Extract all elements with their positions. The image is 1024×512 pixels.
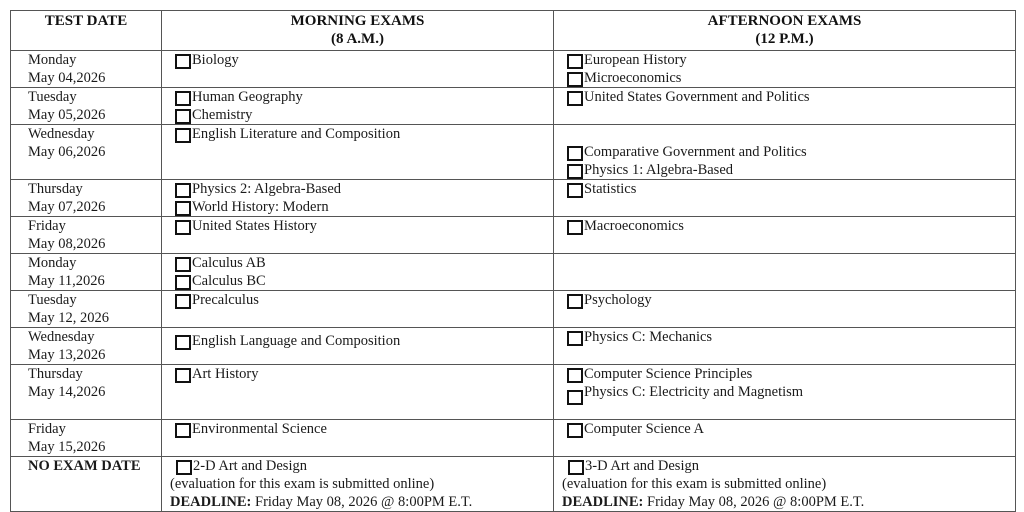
morning-exams-cell — [162, 420, 554, 457]
schedule-row — [11, 420, 1016, 457]
afternoon-exams-cell — [554, 365, 1016, 420]
exam-label: United States Government and Politics — [584, 89, 810, 105]
exam-label: Biology — [192, 52, 239, 68]
exam-item[interactable] — [175, 291, 553, 309]
exam-item[interactable] — [567, 51, 1015, 69]
afternoon-exams-cell — [554, 420, 1016, 457]
checkbox-icon[interactable] — [567, 91, 583, 106]
date-cell — [11, 365, 162, 420]
exam-note: (evaluation for this exam is submitted online) — [562, 476, 827, 492]
checkbox-icon[interactable] — [175, 368, 191, 383]
checkbox-icon[interactable] — [176, 460, 192, 475]
checkbox-icon[interactable] — [175, 423, 191, 438]
afternoon-header-title: AFTERNOON EXAMS — [707, 13, 862, 29]
exam-label: Precalculus — [192, 292, 259, 308]
afternoon-header-time: (12 P.M.) — [755, 31, 814, 47]
exam-label: Physics 2: Algebra-Based — [192, 181, 342, 197]
morning-exams-cell — [162, 88, 554, 125]
date-cell — [11, 291, 162, 328]
checkbox-icon[interactable] — [175, 335, 191, 350]
day-label: Wednesday — [28, 329, 95, 345]
afternoon-exams-cell — [554, 88, 1016, 125]
checkbox-icon[interactable] — [175, 257, 191, 272]
morning-header — [162, 11, 554, 51]
morning-exams-cell — [162, 291, 554, 328]
deadline-line — [170, 493, 553, 511]
day-label: Thursday — [28, 181, 83, 197]
exam-item[interactable] — [567, 143, 1015, 161]
exam-item[interactable] — [175, 106, 553, 124]
deadline-line — [562, 493, 1015, 511]
afternoon-exams-cell — [554, 328, 1016, 365]
date-cell — [11, 217, 162, 254]
exam-label: Macroeconomics — [584, 218, 684, 234]
exam-label: 3-D Art and Design — [585, 458, 699, 474]
checkbox-icon[interactable] — [567, 72, 583, 87]
checkbox-icon[interactable] — [175, 201, 191, 216]
checkbox-icon[interactable] — [567, 294, 583, 309]
date-cell — [11, 51, 162, 88]
schedule-row — [11, 51, 1016, 88]
deadline-label: DEADLINE: — [170, 494, 252, 510]
no-exam-afternoon-cell — [554, 457, 1016, 512]
exam-item[interactable] — [176, 457, 553, 475]
test-date-header-label: TEST DATE — [44, 13, 128, 29]
exam-schedule-sheet — [10, 10, 1015, 510]
exam-label: Calculus BC — [192, 273, 266, 289]
morning-exams-cell — [162, 180, 554, 217]
exam-label: Human Geography — [192, 89, 303, 105]
day-label: Friday — [28, 218, 66, 234]
no-exam-row — [11, 457, 1016, 512]
date-label: May 04,2026 — [28, 70, 106, 86]
test-date-header — [11, 11, 162, 51]
day-label: Friday — [28, 421, 66, 437]
day-label: Tuesday — [28, 292, 77, 308]
date-label: May 15,2026 — [28, 439, 106, 455]
afternoon-exams-cell — [554, 291, 1016, 328]
exam-label: Physics C: Mechanics — [584, 329, 713, 345]
day-label: Tuesday — [28, 89, 77, 105]
exam-label: 2-D Art and Design — [193, 458, 307, 474]
checkbox-icon[interactable] — [175, 54, 191, 69]
checkbox-icon[interactable] — [567, 331, 583, 346]
checkbox-icon[interactable] — [175, 109, 191, 124]
schedule-row — [11, 328, 1016, 365]
afternoon-exams-cell — [554, 254, 1016, 291]
checkbox-icon[interactable] — [175, 294, 191, 309]
exam-item[interactable] — [175, 365, 553, 383]
exam-item[interactable] — [567, 88, 1015, 106]
afternoon-exams-cell — [554, 125, 1016, 180]
exam-item[interactable] — [567, 383, 1015, 405]
exam-note: (evaluation for this exam is submitted online) — [170, 476, 435, 492]
day-label: Wednesday — [28, 126, 95, 142]
checkbox-icon[interactable] — [567, 183, 583, 198]
exam-item[interactable] — [568, 457, 1015, 475]
day-label: Thursday — [28, 366, 83, 382]
afternoon-exams-cell — [554, 180, 1016, 217]
checkbox-icon[interactable] — [567, 164, 583, 179]
exam-item[interactable] — [175, 125, 553, 143]
day-label: Monday — [28, 52, 77, 68]
morning-exams-cell — [162, 125, 554, 180]
day-label: Monday — [28, 255, 77, 271]
checkbox-icon[interactable] — [567, 146, 583, 161]
exam-label: English Language and Composition — [192, 333, 401, 349]
date-cell — [11, 125, 162, 180]
schedule-row — [11, 254, 1016, 291]
date-label: May 13,2026 — [28, 347, 106, 363]
exam-label: Chemistry — [192, 107, 253, 123]
afternoon-exams-cell — [554, 51, 1016, 88]
morning-exams-cell — [162, 217, 554, 254]
no-exam-date-cell — [11, 457, 162, 512]
exam-item[interactable] — [175, 420, 553, 438]
exam-item[interactable] — [567, 328, 1015, 346]
exam-label: Calculus AB — [192, 255, 266, 271]
exam-label: European History — [584, 52, 687, 68]
exam-item[interactable] — [175, 51, 553, 69]
checkbox-icon[interactable] — [567, 390, 583, 405]
schedule-row — [11, 125, 1016, 180]
exam-label: Microeconomics — [584, 70, 682, 86]
exam-label: Physics C: Electricity and Magnetism — [584, 384, 804, 400]
schedule-row — [11, 180, 1016, 217]
morning-exams-cell — [162, 365, 554, 420]
exam-schedule-table — [10, 10, 1016, 512]
date-label: May 12, 2026 — [28, 310, 109, 326]
exam-item[interactable] — [567, 161, 1015, 179]
exam-label: World History: Modern — [192, 199, 329, 215]
exam-label: Environmental Science — [192, 421, 327, 437]
checkbox-icon[interactable] — [175, 183, 191, 198]
exam-item[interactable] — [567, 69, 1015, 87]
exam-item[interactable] — [567, 365, 1015, 383]
date-label: May 06,2026 — [28, 144, 106, 160]
checkbox-icon[interactable] — [568, 460, 584, 475]
schedule-row — [11, 217, 1016, 254]
schedule-row — [11, 291, 1016, 328]
date-label: May 14,2026 — [28, 384, 106, 400]
date-label: May 05,2026 — [28, 107, 106, 123]
checkbox-icon[interactable] — [567, 368, 583, 383]
deadline-value: Friday May 08, 2026 @ 8:00PM E.T. — [643, 494, 865, 510]
exam-label: Physics 1: Algebra-Based — [584, 162, 734, 178]
checkbox-icon[interactable] — [567, 54, 583, 69]
exam-label: Art History — [192, 366, 259, 382]
exam-item[interactable] — [175, 180, 553, 198]
morning-exams-cell — [162, 51, 554, 88]
afternoon-header — [554, 11, 1016, 51]
exam-label: Comparative Government and Politics — [584, 144, 807, 160]
checkbox-icon[interactable] — [175, 128, 191, 143]
morning-header-time: (8 A.M.) — [331, 31, 384, 47]
date-label: May 08,2026 — [28, 236, 106, 252]
morning-exams-cell — [162, 254, 554, 291]
checkbox-icon[interactable] — [567, 423, 583, 438]
no-exam-morning-cell — [162, 457, 554, 512]
date-cell — [11, 88, 162, 125]
exam-label: Computer Science A — [584, 421, 705, 437]
morning-header-title: MORNING EXAMS — [290, 13, 425, 29]
exam-item[interactable] — [175, 332, 553, 350]
deadline-value: Friday May 08, 2026 @ 8:00PM E.T. — [251, 494, 473, 510]
checkbox-icon[interactable] — [567, 220, 583, 235]
date-cell — [11, 180, 162, 217]
exam-label: English Literature and Composition — [192, 126, 401, 142]
header-row — [11, 11, 1016, 51]
checkbox-icon[interactable] — [175, 275, 191, 290]
exam-label: United States History — [192, 218, 317, 234]
checkbox-icon[interactable] — [175, 220, 191, 235]
no-exam-label: NO EXAM DATE — [28, 458, 141, 474]
date-label: May 11,2026 — [28, 273, 105, 289]
morning-exams-cell — [162, 328, 554, 365]
date-cell — [11, 328, 162, 365]
checkbox-icon[interactable] — [175, 91, 191, 106]
date-cell — [11, 254, 162, 291]
afternoon-exams-cell — [554, 217, 1016, 254]
schedule-row — [11, 365, 1016, 420]
exam-item[interactable] — [567, 217, 1015, 235]
deadline-label: DEADLINE: — [562, 494, 644, 510]
date-cell — [11, 420, 162, 457]
exam-label: Computer Science Principles — [584, 366, 753, 382]
exam-item[interactable] — [175, 217, 553, 235]
exam-label: Statistics — [584, 181, 637, 197]
exam-label: Psychology — [584, 292, 652, 308]
date-label: May 07,2026 — [28, 199, 106, 215]
exam-item[interactable] — [175, 254, 553, 272]
exam-item[interactable] — [175, 88, 553, 106]
exam-item[interactable] — [567, 291, 1015, 309]
exam-item[interactable] — [567, 420, 1015, 438]
exam-item[interactable] — [175, 198, 553, 216]
exam-item[interactable] — [175, 272, 553, 290]
schedule-row — [11, 88, 1016, 125]
exam-item[interactable] — [567, 180, 1015, 198]
